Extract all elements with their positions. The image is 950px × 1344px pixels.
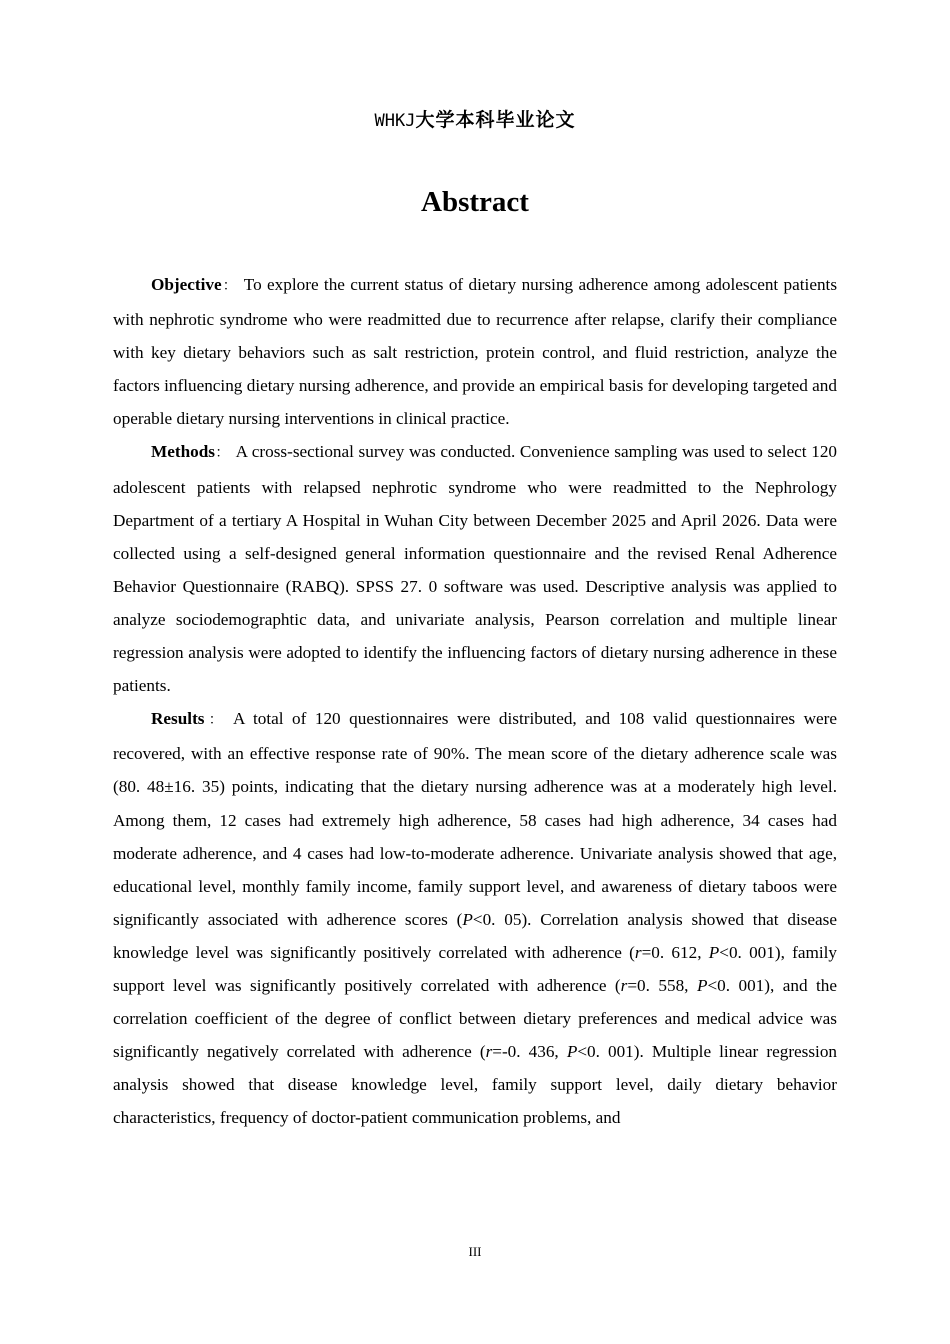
p-symbol: P [708, 942, 720, 962]
results-text: A total of 120 questionnaires were distributed, and 108 valid questionnaires were recovered, with an effective response rate of 90%. The mean score of the dietary adherence scale was (80. 48±16. 35) points, indicating that the dietary nursing adherence was at a moderately high level. Among them, 12 cases had extremely high adherence, 58 cases had high adherence, 34 cases had moderate adherence, and 4 cases had low-to-moderate adherence. Univariate analysis showed that age, educational level, monthly family income, family support level, and awareness of dietary taboos were significantly associated with adherence scores ( [113, 709, 837, 929]
abstract-body [113, 268, 837, 1134]
p-symbol: P [566, 1042, 578, 1062]
objective-label: Objective： [151, 275, 238, 294]
methods-paragraph [113, 435, 837, 702]
results-paragraph [113, 702, 837, 1134]
objective-text: To explore the current status of dietary nursing adherence among adolescent patients with nephrotic syndrome who were readmitted due to recurrence after relapse, clarify their compliance with key dietary behaviors such as salt restriction, protein control, and fluid restriction, analyze the factors influencing dietary nursing adherence, and provide an empirical basis for developing targeted and operable dietary nursing interventions in clinical practice. [113, 275, 838, 429]
r-symbol: r [485, 1042, 493, 1062]
results-text: <0. 001), family support level was significantly positively correlated with adherence ( [113, 942, 837, 995]
header-thesis-type: 大学本科毕业论文 [415, 109, 576, 131]
methods-text: A cross-sectional survey was conducted. Convenience sampling was used to select 120 adolescent patients with relapsed nephrotic syndrome who were readmitted to the Nephrology Department of a tertiary A Hospital in Wuhan City between December 2025 and April 2026. Data were collected using a self-designed general information questionnaire and the revised Renal Adherence Behavior Questionnaire (RABQ). SPSS 27. 0 software was used. Descriptive analysis was applied to analyze sociodemographtic data, and univariate analysis, Pearson correlation and multiple linear regression analysis were adopted to identify the influencing factors of dietary nursing adherence in these patients. [113, 442, 838, 696]
methods-label: Methods： [151, 442, 230, 462]
p-symbol: P [696, 975, 708, 995]
p-symbol: P [462, 909, 473, 929]
results-text: =0. 558, [627, 975, 697, 995]
r-symbol: r [620, 975, 628, 995]
page-number: III [468, 1244, 482, 1259]
objective-paragraph [113, 268, 837, 435]
abstract-title: Abstract [421, 186, 529, 218]
r-symbol: r [634, 942, 642, 962]
results-text: <0. 001), and the correlation coefficient of the degree of conflict between dietary preferences and medical advice was significantly negatively correlated with adherence ( [113, 975, 837, 1062]
results-text: =0. 612, [641, 942, 709, 962]
thesis-header [0, 105, 950, 132]
results-text: <0. 05). Correlation analysis showed that disease knowledge level was significantly positively correlated with adherence ( [113, 909, 837, 962]
results-label: Results： [151, 709, 227, 729]
header-university-code: WHKJ [374, 111, 416, 131]
results-text: <0. 001). Multiple linear regression analysis showed that disease knowledge level, family support level, daily dietary behavior characteristics, frequency of doctor-patient communication problems, and [113, 1042, 838, 1128]
results-text: =-0. 436, [492, 1042, 567, 1062]
